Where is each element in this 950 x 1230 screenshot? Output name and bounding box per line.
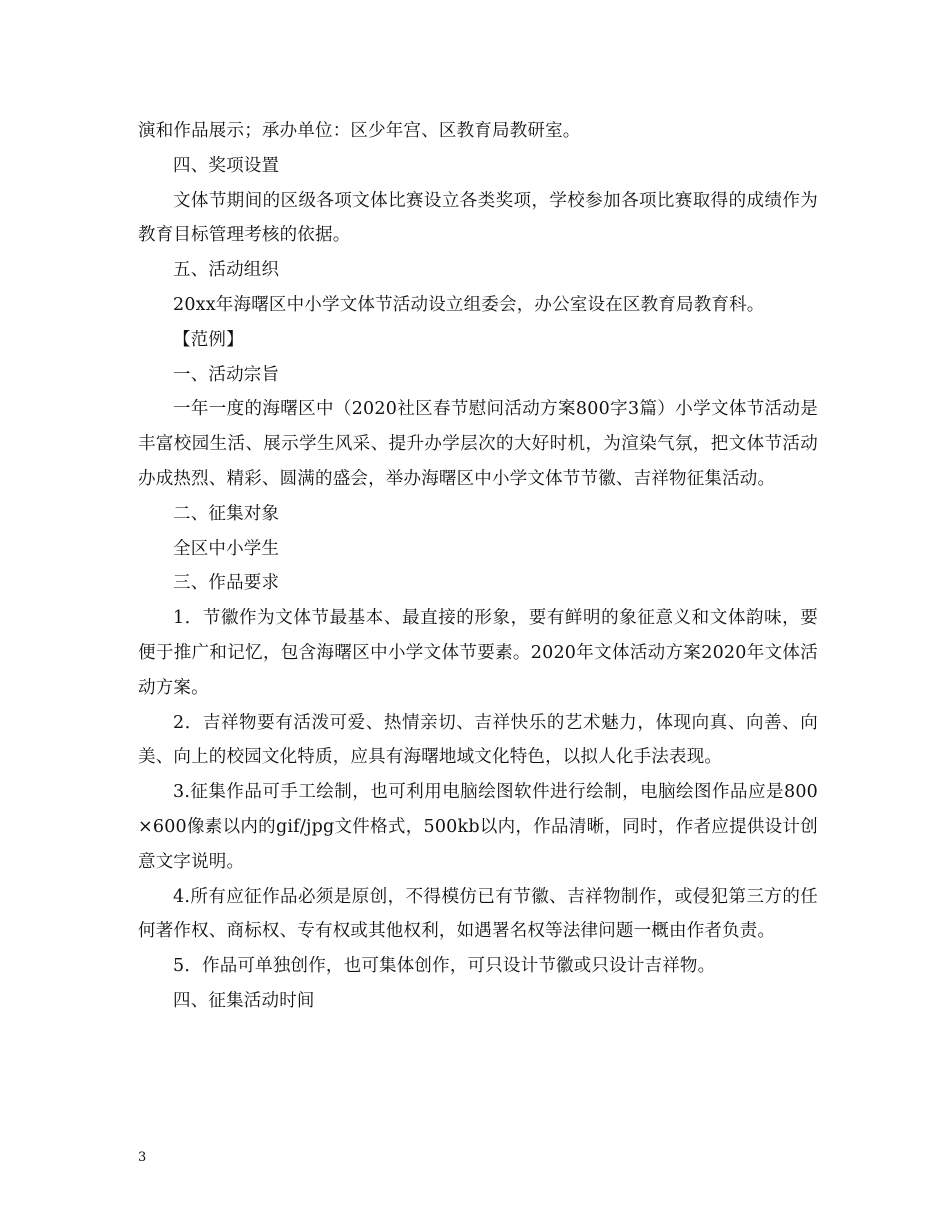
section-heading: 三、作品要求 [173, 573, 280, 594]
paragraph: 文体节期间的区级各项文体比赛设立各类奖项，学校参加各项比赛取得的成绩作为教育目标管理考核的依据。 [138, 190, 818, 246]
document-body [138, 114, 818, 1019]
paragraph: 一年一度的海曙区中（2020社区春节慰问活动方案800字3篇）小学文体节活动是丰富校园生活、展示学生风采、提升办学层次的大好时机，为渲染气氛，把文体节活动办成热烈、精彩、圆满的盛会，举办海曙区中小学文体节节徽、吉祥物征集活动。 [138, 399, 818, 489]
page-number: 3 [138, 1150, 147, 1165]
paragraph: 演和作品展示；承办单位：区少年宫、区教育局教研室。 [138, 121, 581, 141]
list-item: 4.所有应征作品必须是原创，不得模仿已有节徽、吉祥物制作，或侵犯第三方的任何著作权、商标权、专有权或其他权利，如遇署名权等法律问题一概由作者负责。 [138, 886, 818, 942]
section-heading: 四、征集活动时间 [173, 990, 315, 1011]
section-heading: 五、活动组织 [173, 260, 280, 281]
list-item: 5．作品可单独创作，也可集体创作，可只设计节徽或只设计吉祥物。 [173, 956, 716, 977]
section-heading: 四、奖项设置 [173, 155, 280, 176]
section-heading: 二、征集对象 [173, 503, 280, 524]
paragraph: 20xx年海曙区中小学文体节活动设立组委会，办公室设在区教育局教育科。 [173, 294, 765, 315]
list-item: 2．吉祥物要有活泼可爱、热情亲切、吉祥快乐的艺术魅力，体现向真、向善、向美、向上的校园文化特质，应具有海曙地域文化特色，以拟人化手法表现。 [138, 712, 818, 768]
example-label: 【范例】 [173, 329, 244, 350]
list-item: 3.征集作品可手工绘制，也可利用电脑绘图软件进行绘制，电脑绘图作品应是800×600像素以内的gif/jpg文件格式，500kb以内，作品清晰，同时，作者应提供设计创意文字说明。 [138, 782, 818, 872]
paragraph: 全区中小学生 [173, 538, 280, 559]
section-heading: 一、活动宗旨 [173, 364, 280, 385]
list-item: 1．节徽作为文体节最基本、最直接的形象，要有鲜明的象征意义和文体韵味，要便于推广和记忆，包含海曙区中小学文体节要素。2020年文体活动方案2020年文体活动方案。 [138, 608, 818, 698]
